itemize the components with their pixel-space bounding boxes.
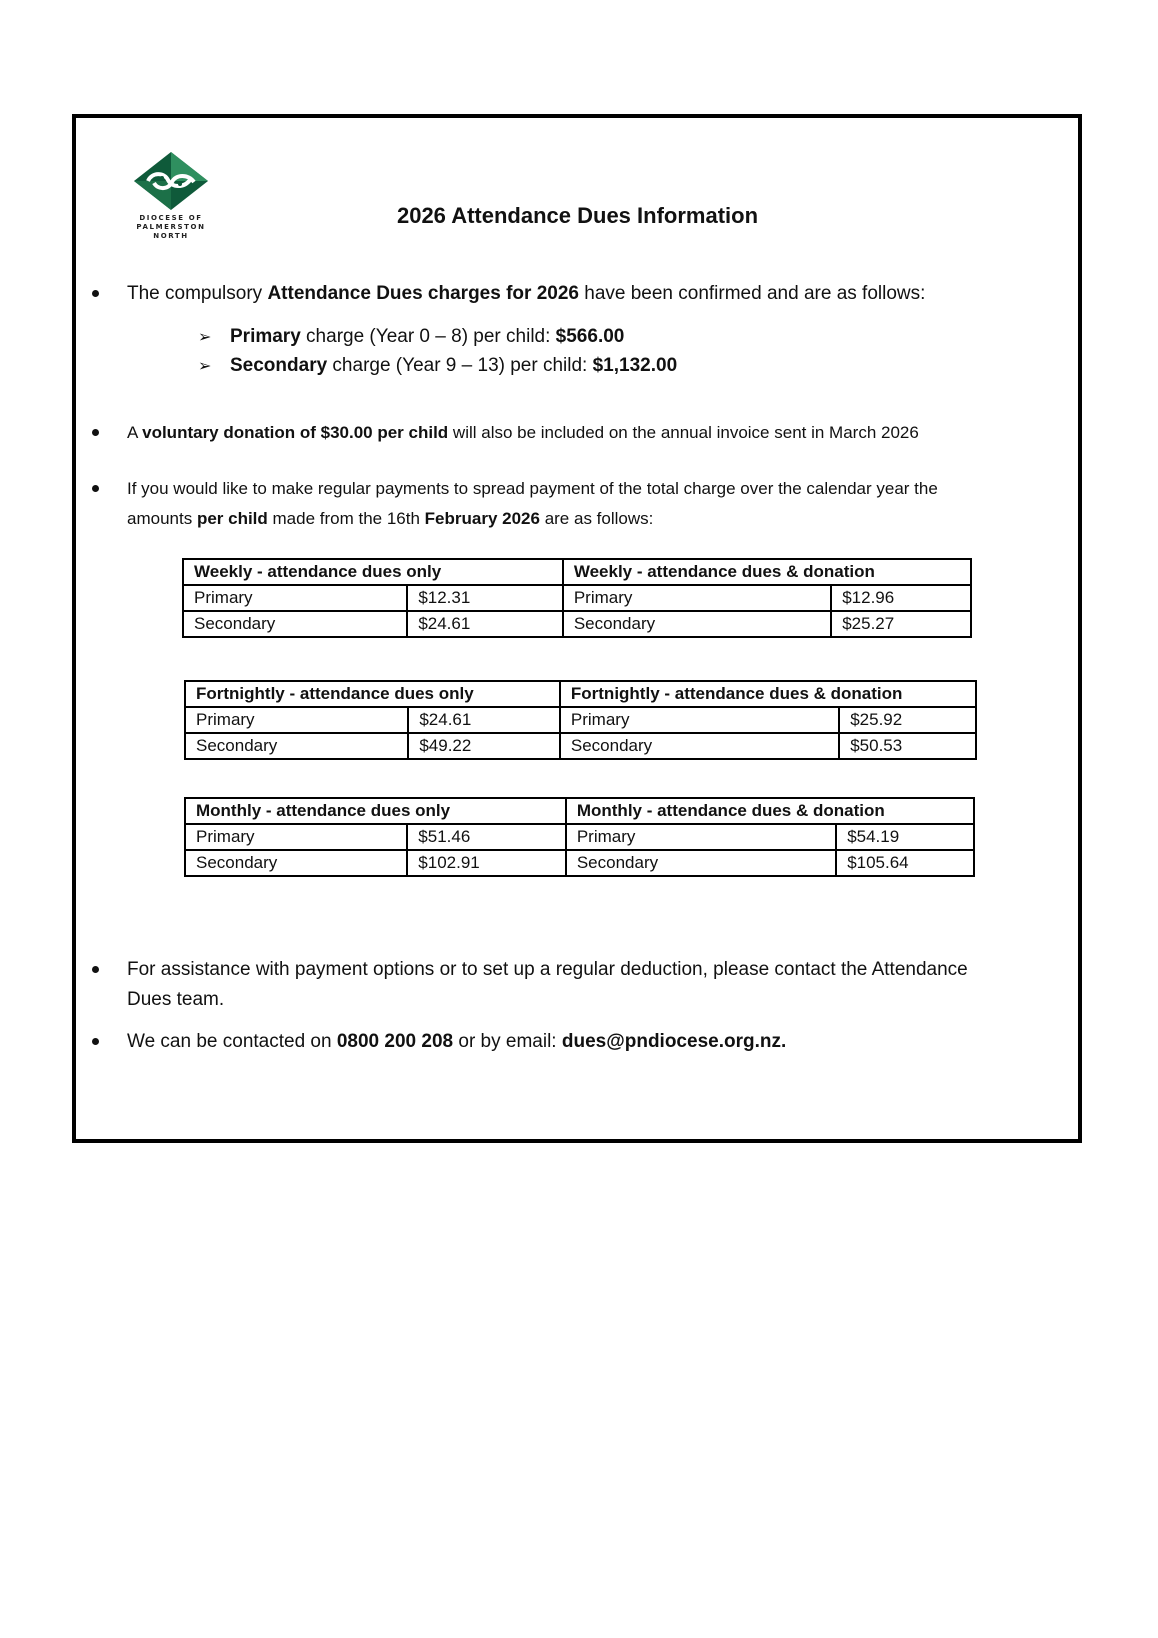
page-title: 2026 Attendance Dues Information xyxy=(396,203,759,228)
table-row xyxy=(183,611,971,637)
bullet2-text-pre: A xyxy=(127,423,143,442)
bullet3-line2-mid: made from the 16th xyxy=(267,509,425,528)
logo-line-1: DIOCESE OF xyxy=(139,214,203,222)
table-row xyxy=(183,585,971,611)
bullet1-text-pre: The compulsory xyxy=(127,283,268,304)
bullet3-line1: If you would like to make regular payments to spread payment of the total charge over the calendar year the xyxy=(127,479,938,498)
logo-line-2: PALMERSTON xyxy=(136,223,206,231)
row-label: Primary xyxy=(185,824,407,850)
row-value: $12.31 xyxy=(407,585,563,611)
bullet1-text-bold: Attendance Dues charges for 2026 xyxy=(267,283,579,304)
bullet2-text-post: will also be included on the annual invoice sent in March 2026 xyxy=(448,423,919,442)
row-label: Primary xyxy=(183,585,407,611)
table-header-row xyxy=(185,681,976,707)
row-label: Primary xyxy=(185,707,408,733)
row-label: Secondary xyxy=(560,733,839,759)
row-value: $25.92 xyxy=(839,707,976,733)
bullet3-line2-pre: amounts xyxy=(127,509,197,528)
bullet-icon xyxy=(92,485,99,492)
weekly-dues-table xyxy=(182,558,972,638)
diocese-logo xyxy=(130,150,212,250)
logo-line-3: NORTH xyxy=(153,232,189,240)
charge-amount: $566.00 xyxy=(555,326,625,347)
bullet-icon xyxy=(92,966,99,973)
row-value: $49.22 xyxy=(408,733,560,759)
contact-email[interactable]: dues@pndiocese.org.nz. xyxy=(561,1031,787,1052)
row-label: Secondary xyxy=(185,850,407,876)
charge-amount: $1,132.00 xyxy=(592,355,678,376)
table-row xyxy=(185,733,976,759)
row-value: $12.96 xyxy=(831,585,971,611)
bullet-icon xyxy=(92,1038,99,1045)
row-value: $105.64 xyxy=(836,850,974,876)
row-label: Primary xyxy=(560,707,839,733)
bullet3-line2-post: are as follows: xyxy=(539,509,654,528)
arrow-bullet-icon: ➢ xyxy=(198,329,212,346)
row-value: $54.19 xyxy=(836,824,974,850)
table-header-dues-only: Fortnightly - attendance dues only xyxy=(185,681,560,707)
bullet3-line2-bold2: February 2026 xyxy=(424,509,540,528)
table-row xyxy=(185,824,974,850)
table-header-dues-only: Weekly - attendance dues only xyxy=(183,559,563,585)
row-value: $24.61 xyxy=(407,611,563,637)
bullet3-line2-bold1: per child xyxy=(196,509,268,528)
table-header-row xyxy=(183,559,971,585)
bullet1-text-post: have been confirmed and are as follows: xyxy=(578,283,926,304)
bullet4-line1: For assistance with payment options or to set up a regular deduction, please contact the Attendance xyxy=(127,959,968,980)
contact-phone[interactable]: 0800 200 208 xyxy=(336,1031,454,1052)
contact-text-pre: We can be contacted on xyxy=(127,1031,337,1052)
table-header-dues-donation: Monthly - attendance dues & donation xyxy=(566,798,974,824)
charge-item-secondary xyxy=(198,351,677,382)
table-header-dues-donation: Fortnightly - attendance dues & donation xyxy=(560,681,976,707)
table-header-row xyxy=(185,798,974,824)
bullet4-line2: Dues team. xyxy=(127,989,225,1010)
charge-text: charge (Year 9 – 13) per child: xyxy=(327,355,593,376)
charge-label: Secondary xyxy=(230,355,328,376)
monthly-dues-table xyxy=(184,797,975,877)
row-value: $50.53 xyxy=(839,733,976,759)
charge-text: charge (Year 0 – 8) per child: xyxy=(300,326,556,347)
row-label: Secondary xyxy=(183,611,407,637)
row-value: $24.61 xyxy=(408,707,560,733)
bullet2-text-bold: voluntary donation of $30.00 per child xyxy=(142,423,449,442)
arrow-bullet-icon: ➢ xyxy=(198,358,212,375)
row-label: Secondary xyxy=(185,733,408,759)
row-value: $102.91 xyxy=(407,850,566,876)
row-label: Primary xyxy=(563,585,831,611)
table-header-dues-donation: Weekly - attendance dues & donation xyxy=(563,559,971,585)
row-value: $51.46 xyxy=(407,824,566,850)
charge-label: Primary xyxy=(230,326,301,347)
table-row xyxy=(185,707,976,733)
contact-text-mid: or by email: xyxy=(453,1031,562,1052)
row-label: Secondary xyxy=(566,850,836,876)
charge-item-primary xyxy=(198,322,624,353)
bullet-icon xyxy=(92,429,99,436)
row-label: Primary xyxy=(566,824,836,850)
fortnightly-dues-table xyxy=(184,680,977,760)
diocese-emblem-icon xyxy=(132,150,210,212)
bullet-icon xyxy=(92,290,99,297)
table-row xyxy=(185,850,974,876)
row-value: $25.27 xyxy=(831,611,971,637)
table-header-dues-only: Monthly - attendance dues only xyxy=(185,798,566,824)
row-label: Secondary xyxy=(563,611,831,637)
